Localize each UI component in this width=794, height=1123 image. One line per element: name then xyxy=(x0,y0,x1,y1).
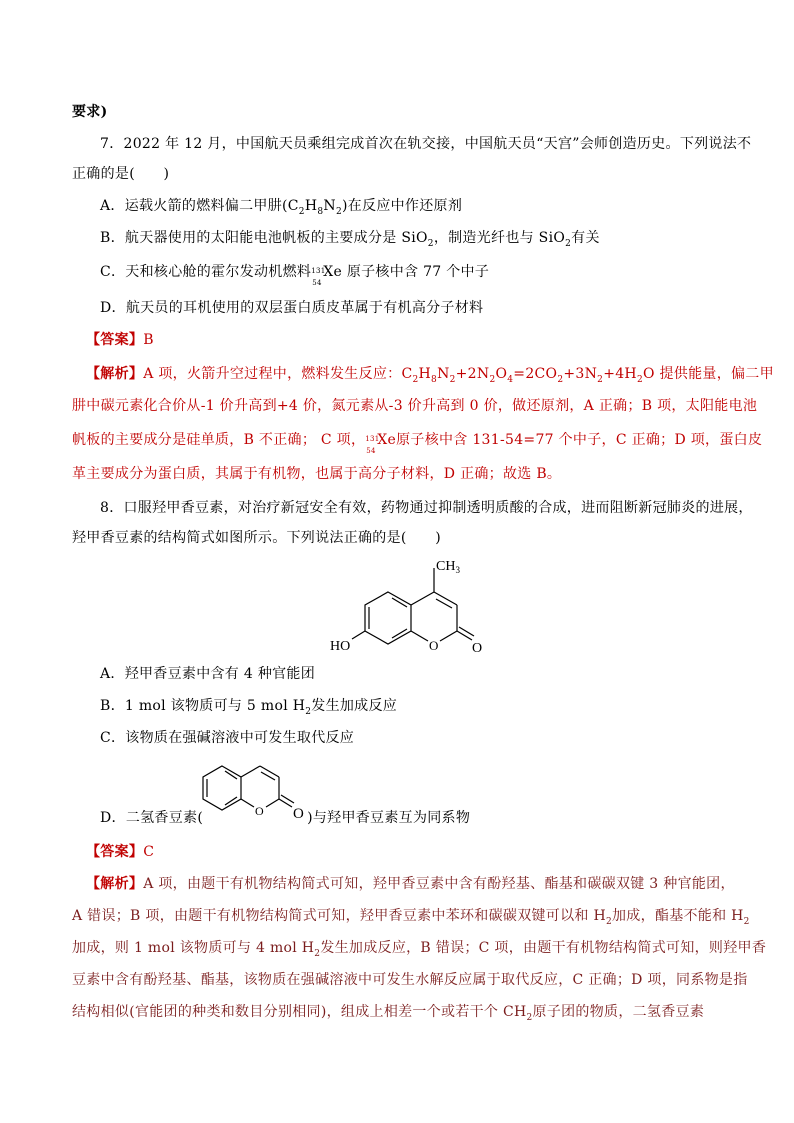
previous-text-tail: 要求) xyxy=(72,104,108,120)
q8-answer: 【答案】C xyxy=(86,844,155,860)
q7-explanation-line3: 帆板的主要成分是硅单质，B 不正确； C 项， 131 54 Xe原子核中含 131-54=77 个中子，C 正确；D 项，蛋白皮 xyxy=(72,432,763,455)
q8-explanation-line1: 【解析】A 项，由题干有机物结构简式可知，羟甲香豆素中含有酚羟基、酯基和碳碳双键 3 种官能团， xyxy=(86,876,735,892)
hymecromone-structure xyxy=(330,554,500,660)
q8-option-c: C．该物质在强碱溶液中可发生取代反应 xyxy=(100,730,355,746)
methyl-label: $CH_3$ xyxy=(436,559,460,575)
q8-explanation-line5: 结构相似(官能团的种类和数目分别相同)，组成上相差一个或若干个 $CH_2$原子团的物质，二氢香豆素 xyxy=(72,1004,705,1023)
q8-stem-line1: 8．口服羟甲香豆素，对治疗新冠安全有效，药物通过抑制透明质酸的合成，进而阻断新冠肺炎的进展， xyxy=(100,500,753,516)
q7-option-a: A．运载火箭的燃料偏二甲肼$(C_2H_8N_2)$在反应中作还原剂 xyxy=(100,198,463,217)
q7-explanation-line2: 肼中碳元素化合价从-1 价升高到+4 价，氮元素从-3 价升高到 0 价，做还原剂，A 正确；B 项，太阳能电池 xyxy=(72,398,758,414)
q7-option-c: C．天和核心舱的霍尔发动机燃料 131 54 Xe 原子核中含 77 个中子 xyxy=(100,264,490,287)
q8-option-d: D．二氢香豆素( )与羟甲香豆素互为同系物 xyxy=(100,810,471,826)
q7-option-d: D．航天员的耳机使用的双层蛋白质皮革属于有机高分子材料 xyxy=(100,300,484,316)
carbonyl-oxygen-label: O xyxy=(472,641,483,656)
q7-stem-line1: 7．2022 年 12 月，中国航天员乘组完成首次在轨交接，中国航天员“天宫”会师创造历史。下列说法不 xyxy=(100,136,752,152)
q7-answer: 【答案】B xyxy=(86,332,154,348)
q8-explanation-line2: A 错误；B 项，由题干有机物结构简式可知，羟甲香豆素中苯环和碳碳双键可以和 $H_2$加成，酯基不能和 $H_2$ xyxy=(72,908,750,927)
q8-explanation-line3: 加成，则 1 mol 该物质可与 4 mol $H_2$发生加成反应，B 错误；C 项，由题干有机物结构简式可知，则羟甲香 xyxy=(72,940,767,959)
q7-option-b: B．航天器使用的太阳能电池帆板的主要成分是 SiO$_2$，制造光纤也与 SiO$_2$有关 xyxy=(100,230,600,249)
hydroxyl-label: HO xyxy=(330,639,351,654)
q8-explanation-line4: 豆素中含有酚羟基、酯基，该物质在强碱溶液中可发生水解反应属于取代反应，C 正确；D 项，同系物是指 xyxy=(72,972,748,988)
q7-explanation-line1: 【解析】A 项，火箭升空过程中，燃料发生反应：$C_2H_8N_2+2N_2O_4=2CO_2+3N_2+4H_2O$ 提供能量，偏二甲 xyxy=(86,366,774,385)
coumarin-carbonyl-oxygen-label: O xyxy=(293,806,304,822)
q7-stem-line2: 正确的是( ) xyxy=(72,166,170,182)
q8-option-a: A．羟甲香豆素中含有 4 种官能团 xyxy=(100,666,316,682)
coumarin-structure xyxy=(196,758,312,828)
coumarin-ring-oxygen-label: O xyxy=(255,804,264,818)
xe-isotope-notation-2: 131 54 xyxy=(365,435,380,455)
xe-isotope-notation: 131 54 xyxy=(311,267,326,287)
q7-explanation-line4: 革主要成分为蛋白质，其属于有机物，也属于高分子材料，D 正确；故选 B。 xyxy=(72,466,562,482)
q8-stem-line2: 羟甲香豆素的结构简式如图所示。下列说法正确的是( ) xyxy=(72,530,442,546)
q8-option-b: B．1 mol 该物质可与 5 mol $H_2$发生加成反应 xyxy=(100,698,398,717)
ring-oxygen-label: O xyxy=(429,638,439,653)
